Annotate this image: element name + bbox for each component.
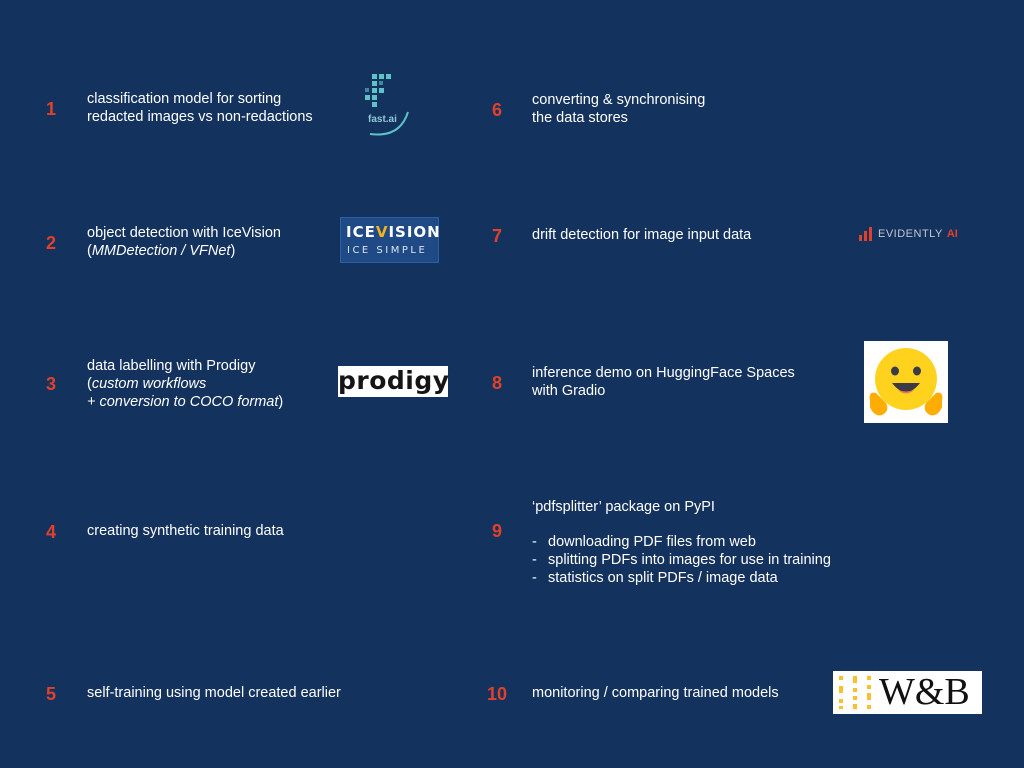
item-1-number: 1 — [45, 99, 56, 119]
item-2-text: object detection with IceVision (MMDetection / VFNet) — [87, 225, 281, 259]
item-7-number: 7 — [491, 226, 502, 246]
fastai-logo — [362, 72, 414, 140]
item-5-number: 5 — [45, 684, 56, 704]
item-10-number: 10 — [486, 684, 508, 704]
huggingface-logo — [864, 341, 948, 423]
evidently-logo: EVIDENTLY AI — [859, 226, 958, 242]
list-item: - downloading PDF files from web — [532, 534, 756, 550]
fastai-label: fast.ai — [368, 114, 397, 125]
item-9-bullets — [530, 533, 831, 587]
evidently-bars-icon — [859, 227, 874, 241]
item-4-number: 4 — [45, 522, 56, 542]
item-8-text: inference demo on HuggingFace Spaces with Gradio — [532, 365, 795, 399]
icevision-logo: ICEVISION ICE SIMPLE — [340, 217, 439, 263]
item-10-text: monitoring / comparing trained models — [532, 685, 779, 701]
item-9-number: 9 — [491, 521, 502, 541]
item-6-number: 6 — [491, 100, 502, 120]
item-9-title: ‘pdfsplitter’ package on PyPI — [532, 499, 715, 515]
item-2-number: 2 — [45, 233, 56, 253]
wandb-dots-icon — [837, 674, 875, 711]
item-1-text: classification model for sorting redacted images vs non-redactions — [87, 91, 313, 125]
item-6-text: converting & synchronising the data stores — [532, 92, 706, 126]
wandb-logo: W&B — [833, 671, 982, 714]
item-3-text: data labelling with Prodigy (custom workflows + conversion to COCO format) — [87, 358, 284, 410]
item-5-text: self-training using model created earlier — [87, 685, 341, 701]
list-item: - splitting PDFs into images for use in training — [532, 552, 831, 568]
item-4-text: creating synthetic training data — [87, 523, 284, 539]
item-8-number: 8 — [491, 373, 502, 393]
item-3-number: 3 — [45, 374, 56, 394]
list-item: - statistics on split PDFs / image data — [532, 570, 778, 586]
item-7-text: drift detection for image input data — [532, 227, 752, 243]
prodigy-logo: prodigy — [338, 366, 450, 395]
